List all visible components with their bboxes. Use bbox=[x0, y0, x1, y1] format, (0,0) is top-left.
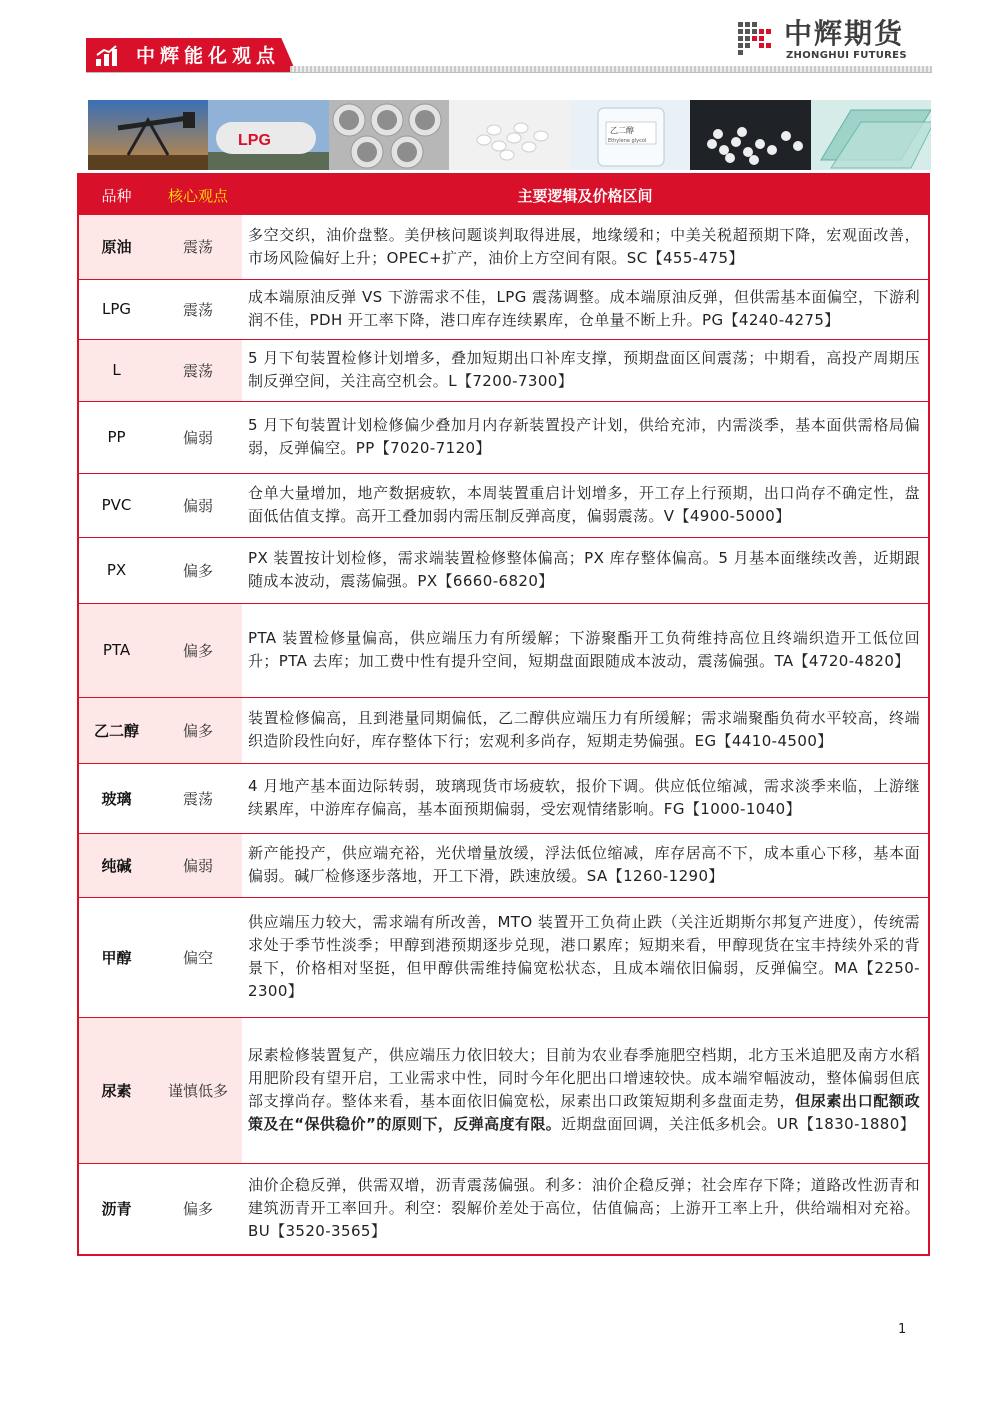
company-logo-english: ZHONGHUI FUTURES bbox=[786, 50, 907, 61]
core-view: 偏多 bbox=[154, 697, 242, 763]
pvc-pipes-image bbox=[329, 100, 449, 170]
core-view: 震荡 bbox=[154, 279, 242, 339]
table-row bbox=[78, 833, 929, 897]
logic-text: 装置检修偏高，且到港量同期偏低，乙二醇供应端压力有所缓解；需求端聚酯负荷水平较高，终端织造阶段性向好，库存整体下行；宏观利多尚存，短期走势偏强。EG【4410-4500】 bbox=[242, 697, 929, 763]
table-row bbox=[78, 697, 929, 763]
core-view: 震荡 bbox=[154, 339, 242, 401]
logic-text: 油价企稳反弹，供需双增，沥青震荡偏强。利多：油价企稳反弹；社会库存下降；道路改性沥青和建筑沥青开工率回升。利空：裂解价差处于高位，估值偏高；上游开工率上升，供给端相对充裕。BU【3520-3565】 bbox=[242, 1163, 929, 1255]
core-view: 偏弱 bbox=[154, 473, 242, 537]
logic-text: PX 装置按计划检修，需求端装置检修整体偏高；PX 库存整体偏高。5 月基本面继续改善，近期跟随成本波动，震荡偏强。PX【6660-6820】 bbox=[242, 537, 929, 603]
logic-text bbox=[242, 1017, 929, 1163]
logic-text-part: 尿素检修装置复产，供应端压力依旧较大；目前为农业春季施肥空档期，北方玉米追肥及南方水稻用肥阶段有望开启，工业需求中性，同时今年化肥出口增速较快。成本端窄幅波动，整体偏弱但底部支撑尚存。整体来看，基本面依旧偏宽松，尿素出口政策短期利多盘面走势， bbox=[248, 1046, 920, 1110]
logic-text: 5 月下旬装置检修计划增多，叠加短期出口补库支撑，预期盘面区间震荡；中期看，高投产周期压制反弹空间，关注高空机会。L【7200-7300】 bbox=[242, 339, 929, 401]
core-view: 偏多 bbox=[154, 1163, 242, 1255]
table-header-row bbox=[78, 174, 929, 215]
product-name: PP bbox=[78, 401, 154, 473]
page-number: 1 bbox=[898, 1322, 907, 1337]
table-row bbox=[78, 763, 929, 833]
core-view: 偏多 bbox=[154, 537, 242, 603]
logic-text: 成本端原油反弹 VS 下游需求不佳，LPG 震荡调整。成本端原油反弹，但供需基本面偏空，下游利润不佳，PDH 开工率下降，港口库存连续累库，仓单量不断上升。PG【4240-4275】 bbox=[242, 279, 929, 339]
logic-text: 4 月地产基本面边际转弱，玻璃现货市场疲软，报价下调。供应低位缩减，需求淡季来临，上游继续累库，中游库存偏高，基本面预期偏弱，受宏观情绪影响。FG【1000-1040】 bbox=[242, 763, 929, 833]
table-row bbox=[78, 401, 929, 473]
company-logo-icon bbox=[738, 22, 778, 60]
table-row bbox=[78, 339, 929, 401]
product-name: 乙二醇 bbox=[78, 697, 154, 763]
lpg-tank-image bbox=[208, 100, 328, 170]
product-name: 纯碱 bbox=[78, 833, 154, 897]
oil-pumpjack-image bbox=[88, 100, 208, 170]
core-view: 震荡 bbox=[154, 763, 242, 833]
bottle-label-cn: 乙二醇 bbox=[609, 126, 634, 135]
core-view: 偏空 bbox=[154, 897, 242, 1017]
logic-text: PTA 装置检修量偏高，供应端压力有所缓解；下游聚酯开工负荷维持高位且终端织造开工低位回升；PTA 去库；加工费中性有提升空间，短期盘面跟随成本波动，震荡偏强。TA【4720-4820】 bbox=[242, 603, 929, 697]
core-view: 偏弱 bbox=[154, 401, 242, 473]
table-row bbox=[78, 279, 929, 339]
product-name: 原油 bbox=[78, 215, 154, 279]
logic-text: 新产能投产，供应端充裕，光伏增量放缓，浮法低位缩减，库存居高不下，成本重心下移，基本面偏弱。碱厂检修逐步落地，开工下滑，跌速放缓。SA【1260-1290】 bbox=[242, 833, 929, 897]
product-name: 沥青 bbox=[78, 1163, 154, 1255]
product-name: LPG bbox=[78, 279, 154, 339]
core-views-table bbox=[77, 173, 930, 1256]
table-row bbox=[78, 603, 929, 697]
section-title: 中辉能化观点 bbox=[136, 45, 281, 67]
core-view: 谨慎低多 bbox=[154, 1017, 242, 1163]
product-name: PVC bbox=[78, 473, 154, 537]
plastic-pellets-image bbox=[449, 100, 569, 170]
logic-text: 仓单大量增加，地产数据疲软，本周装置重启计划增多，开工存上行预期，出口尚存不确定性，盘面低估值支撑。高开工叠加弱内需压制反弹高度，偏弱震荡。V【4900-5000】 bbox=[242, 473, 929, 537]
table-row bbox=[78, 1163, 929, 1255]
logic-text: 5 月下旬装置计划检修偏少叠加月内存新装置投产计划，供给充沛，内需淡季，基本面供需格局偏弱，反弹偏空。PP【7020-7120】 bbox=[242, 401, 929, 473]
product-name: 甲醇 bbox=[78, 897, 154, 1017]
product-name: PTA bbox=[78, 603, 154, 697]
logic-text-emphasis: 但尿素出口配额政策及在“保供稳价”的原则下，反弹高度有限。 bbox=[248, 1092, 920, 1133]
product-name: PX bbox=[78, 537, 154, 603]
ethylene-glycol-bottle-image bbox=[570, 100, 690, 170]
table-row bbox=[78, 1017, 929, 1163]
core-view: 偏多 bbox=[154, 603, 242, 697]
logic-text-part: 近期盘面回调，关注低多机会。UR【1830-1880】 bbox=[561, 1115, 916, 1133]
core-view: 偏弱 bbox=[154, 833, 242, 897]
glass-sheets-image bbox=[811, 100, 931, 170]
product-image-banner bbox=[88, 100, 931, 170]
header-underline bbox=[86, 72, 932, 73]
table-row bbox=[78, 215, 929, 279]
product-name: L bbox=[78, 339, 154, 401]
core-view: 震荡 bbox=[154, 215, 242, 279]
logic-text: 多空交织，油价盘整。美伊核问题谈判取得进展，地缘缓和；中美关税超预期下降，宏观面改善，市场风险偏好上升；OPEC+扩产，油价上方空间有限。SC【455-475】 bbox=[242, 215, 929, 279]
column-header-core-view: 核心观点 bbox=[154, 174, 242, 215]
column-header-product: 品种 bbox=[78, 174, 154, 215]
lpg-tank-text: LPG bbox=[238, 132, 272, 149]
product-name: 玻璃 bbox=[78, 763, 154, 833]
white-granules-image bbox=[690, 100, 810, 170]
logic-text: 供应端压力较大，需求端有所改善，MTO 装置开工负荷止跌（关注近期斯尔邦复产进度），传统需求处于季节性淡季；甲醇到港预期逐步兑现，港口累库；短期来看，甲醇现货在宝丰持续外采的背景下，价格相对坚挺，但甲醇供需维持偏宽松状态，且成本端依旧偏弱，反弹偏空。MA【2250-2300】 bbox=[242, 897, 929, 1017]
table-row bbox=[78, 537, 929, 603]
company-logo-name: 中辉期货 bbox=[784, 17, 905, 50]
product-name: 尿素 bbox=[78, 1017, 154, 1163]
bar-chart-icon bbox=[95, 45, 119, 67]
bottle-label-en: Ethylene glycol bbox=[607, 138, 646, 144]
table-row bbox=[78, 473, 929, 537]
table-row bbox=[78, 897, 929, 1017]
column-header-logic-range: 主要逻辑及价格区间 bbox=[242, 174, 929, 215]
